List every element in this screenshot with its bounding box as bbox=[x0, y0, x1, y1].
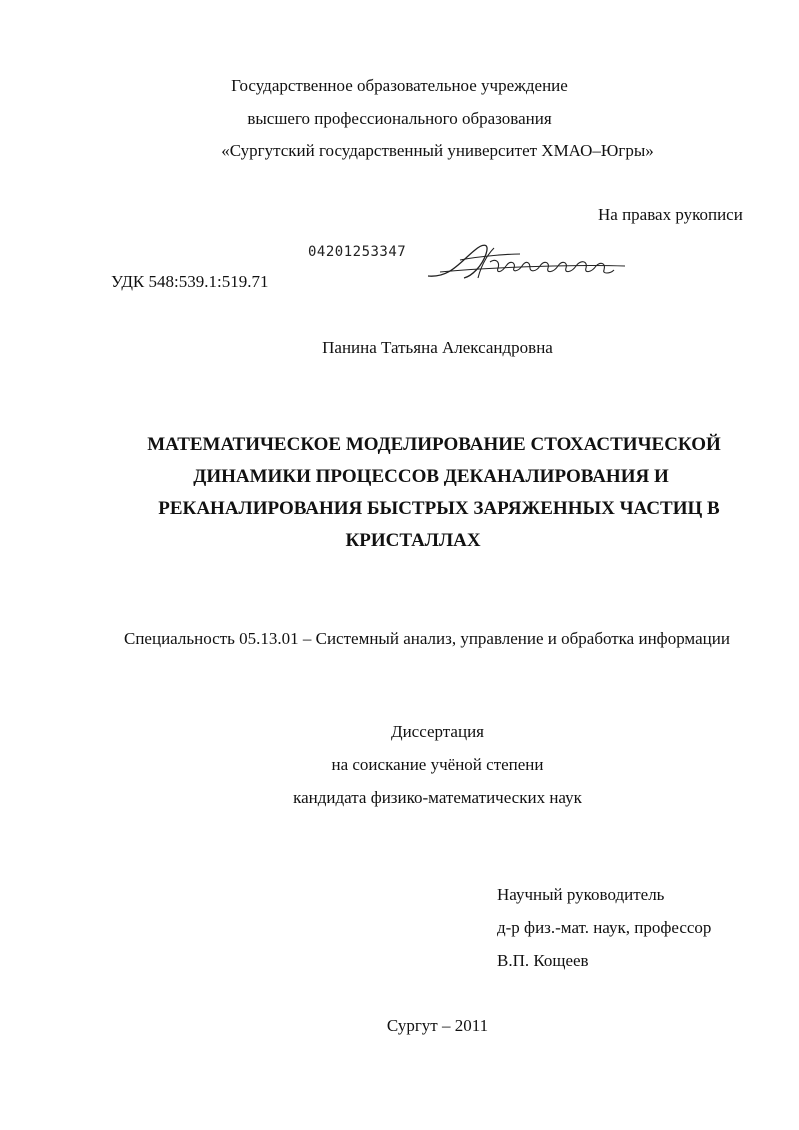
supervisor-degree: д-р физ.-мат. наук, профессор bbox=[497, 918, 712, 937]
institution-line-2: высшего профессионального образования bbox=[247, 109, 552, 128]
thesis-title-line-4: КРИСТАЛЛАХ bbox=[345, 530, 481, 551]
specialty-line: Специальность 05.13.01 – Системный анализ, управление и обработка информации bbox=[124, 629, 730, 648]
institution-line-1: Государственное образовательное учреждение bbox=[231, 76, 568, 95]
manuscript-rights: На правах рукописи bbox=[598, 205, 743, 224]
dissertation-label: Диссертация bbox=[390, 722, 484, 741]
thesis-title-line-2: ДИНАМИКИ ПРОЦЕССОВ ДЕКАНАЛИРОВАНИЯ И bbox=[193, 466, 669, 487]
library-stamp-number: 04201253347 bbox=[308, 244, 407, 260]
city-year: Сургут – 2011 bbox=[386, 1016, 489, 1035]
degree-field-line: кандидата физико-математических наук bbox=[293, 788, 582, 807]
thesis-title-line-3: РЕКАНАЛИРОВАНИЯ БЫСТРЫХ ЗАРЯЖЕННЫХ ЧАСТИЦ В bbox=[158, 498, 720, 519]
institution-line-3: «Сургутский государственный университет ХМАО–Югры» bbox=[221, 141, 654, 160]
handwritten-signature-icon bbox=[420, 232, 635, 290]
author-name: Панина Татьяна Александровна bbox=[322, 338, 553, 357]
degree-line: на соискание учёной степени bbox=[331, 755, 544, 774]
supervisor-name: В.П. Кощеев bbox=[497, 951, 589, 970]
udk-code: УДК 548:539.1:519.71 bbox=[111, 272, 269, 291]
supervisor-label: Научный руководитель bbox=[497, 885, 665, 904]
thesis-title-line-1: МАТЕМАТИЧЕСКОЕ МОДЕЛИРОВАНИЕ СТОХАСТИЧЕСКОЙ bbox=[147, 434, 721, 455]
